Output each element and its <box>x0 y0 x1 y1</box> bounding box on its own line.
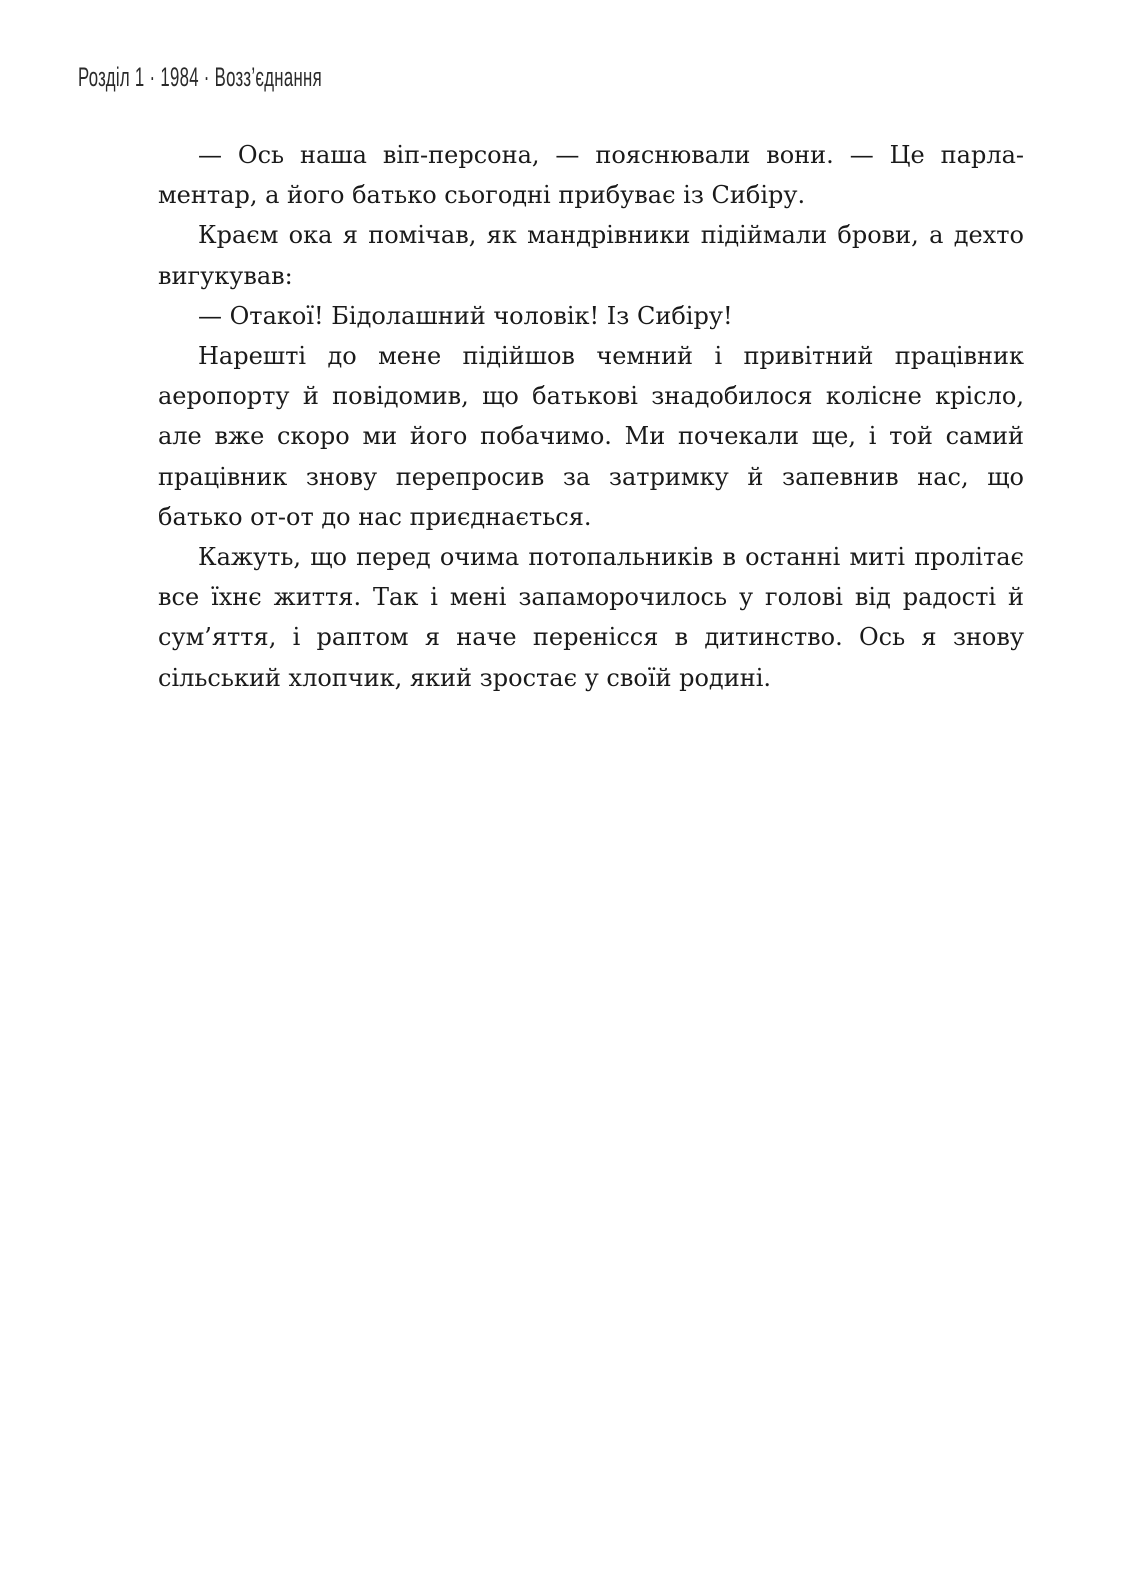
paragraph-4: Нарешті до мене підійшов чемний і привітний працівник аеропорту й повідомив, що батькові знадобилося колісне крісло, але вже скоро ми його побачимо. Ми почекали ще, і той самий працівник знову перепросив за затримку й запевнив нас, що батько от-от до нас приєднається. <box>158 342 1024 531</box>
paragraph-5: Кажуть, що перед очима потопальників в останні миті пролітає все їхнє життя. Так і мені запаморочилось у голові від радості й сум’яття, і раптом я наче перенісся в дитинство. Ось я знову сільський хлопчик, який зростає у своїй родині. <box>158 543 1024 692</box>
body-text <box>158 135 1024 698</box>
paragraph-2: Краєм ока я помічав, як мандрівники підіймали брови, а дехто вигукував: <box>158 221 1024 290</box>
paragraph-1: — Ось наша віп-персона, — пояснювали вони. — Це парламентар, а його батько сьогодні прибуває із Сибіру. <box>158 141 1024 210</box>
running-header: Розділ 1 · 1984 · Возз’єднання <box>78 62 322 92</box>
paragraph-3: — Отакої! Бідолашний чоловік! Із Сибіру! <box>198 301 733 330</box>
